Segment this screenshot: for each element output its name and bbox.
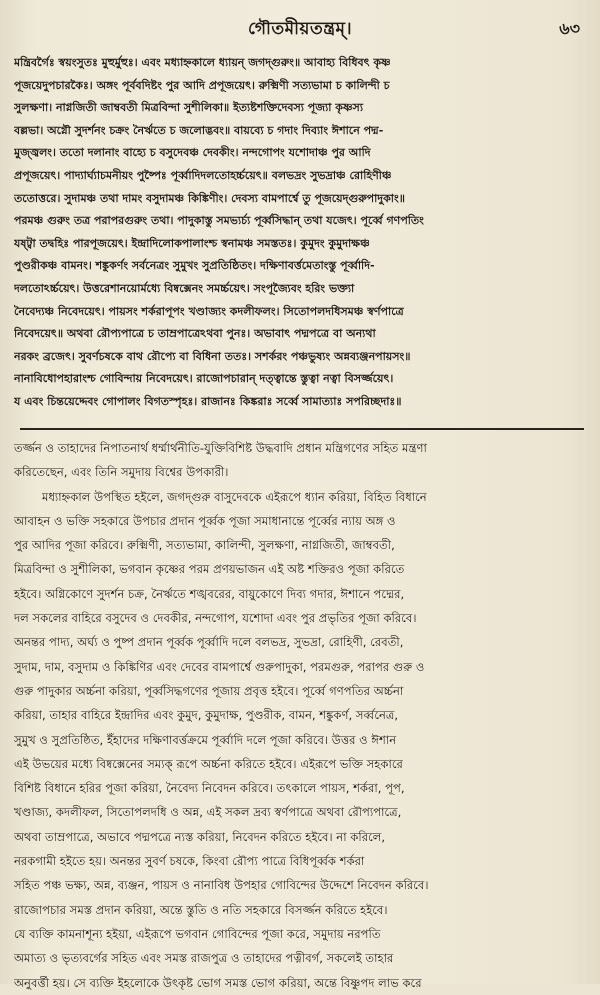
- translation-line: অনুবর্ত্তী হয়। সে ব্যক্তি ইহলোকে উৎকৃষ্ট ভোগ সমস্ত ভোগ করিয়া, অন্তে বিষ্ণুপদ লাভ করে: [14, 975, 422, 990]
- page-header: [14, 10, 586, 50]
- translation-line: মিত্রবিন্দা ও সুশীলিকা, ভগবান কৃষ্ণের পরম প্রণয়ভাজন এই অষ্ট শক্তিরও পূজা করিতে: [14, 562, 405, 577]
- sanskrit-line: যষ্ট্বা তদ্বহিঃ পারপূজয়েৎ। ইন্দ্রাদিলোকপালাংশ্চ স্বনামঞ্চ সমস্ততঃ। কুমুদং কুমুদাক্ষঞ্চ: [14, 236, 370, 250]
- translation-line: করিয়া, তাহার বাহিরে ইন্দ্রাদির এবং কুমুদ, কুমুদাক্ষ, পুণ্ডরীক, বামন, শঙ্কুকর্ণ, সর্ব্বনেত্র,: [14, 708, 399, 723]
- translation-line: বিশিষ্ট বিধানে হরির পূজা করিয়া, নৈবেদ্য নিবেদন করিবে। তৎকালে পায়স, শর্করা, পূপ,: [14, 781, 405, 796]
- sanskrit-line: মুজ্জ্বলং। ততো দলানাং বাহ্যে চ বসুদেবঞ্চ দেবকীং। নন্দগোপং যশোদাঞ্চ পুর আদি: [14, 146, 371, 160]
- translation-line: সুমুখ ও সুপ্রতিষ্ঠিত, ইঁহাদের দক্ষিণাবর্ত্তক্রমে পূর্ব্বাদি দলে পূজা করিবে। উত্তর ও ঈশান: [14, 732, 397, 747]
- translation-line: হইবে। অগ্নিকোণে সুদর্শন চক্র, নৈর্ঋতে শঙ্খবরের, বায়ুকোণে দিব্য গদার, ঈশানে পদ্মের,: [14, 586, 405, 601]
- sanskrit-line: পূজয়েদুপচারকৈঃ। অঙ্গং পূর্ববদিষ্টং পুর আদি প্রপূজয়েৎ। রুক্মিণী সত্যভামা চ কালিন্দী চ: [14, 78, 390, 92]
- translation-line: অথবা তাম্রপাত্রে, অভাবে পদ্মপত্রে ন্যস্ত করিয়া, নিবেদন করিতে হইবে। না করিলে,: [14, 829, 386, 844]
- bengali-translation-block: [14, 436, 586, 995]
- sanskrit-line: নানাবিধোপহারাংশ্চ গোবিন্দায় নিবেদয়েৎ। রাজোপচারান্ দত্ত্বান্তে স্তুত্বা নত্বা বিসর্জ্জয়েৎ।: [14, 372, 394, 386]
- sanskrit-line: য এবং চিন্তয়েদ্দেবং গোপালং বিগতস্পৃহঃ। রাজানঃ কিঙ্করাঃ সর্ব্বে সামাত্যাঃ সপরিচ্ছদাঃ॥: [14, 394, 402, 408]
- page-number: ৬৩: [559, 19, 580, 38]
- translation-line: আবাহন ও ভক্তি সহকারে উপচার প্রদান পূর্ব্বক পূজা সমাধানান্তে পূর্ব্বের ন্যায় অঙ্গ ও: [14, 513, 396, 528]
- sanskrit-line: নৈবেদ্যঞ্চ নিবেদয়েৎ। পায়সং শর্করাপূপং খণ্ডাজ্যং কদলীফলং। সিতোপলদধিসমঞ্চ স্বর্ণপাত্রে: [14, 304, 404, 318]
- translation-line: রাজোপচার সমস্ত প্রদান করিয়া, অন্তে স্তুতি ও নতি সহকারে বিসর্জ্জন করিতে হইবে।: [14, 902, 388, 917]
- translation-line: নরকগামী হইতে হয়। অনন্তর সুবর্ণ চষকে, কিংবা রৌপ্য পাত্রে বিধিপূর্ব্বক শর্করা: [14, 854, 365, 869]
- sanskrit-line: নিবেদয়েৎ॥ অথবা রৌপ্যপাত্রে চ তাম্রপাত্রেঽথবা পুনঃ। অভাবাৎ পদ্মপত্রে বা অন্যথা: [14, 327, 376, 341]
- sanskrit-line: মন্ত্রিবর্গৈঃ স্বয়ংসুতঃ মুহুর্মুহুঃ। এবং মধ্যাহ্নকালে ধ্যায়ন্ জগদ্গুরুং॥ আবাহ্য বিধিবৎ কৃষ্ণ: [14, 56, 391, 69]
- section-divider: [20, 428, 584, 430]
- sanskrit-line: ততোত্তরে। সুদামঞ্চ তথা দামং বসুদামঞ্চ কিঙ্কিণীং। দেবস্য বামপার্শ্বে তু পূজয়েদ্গুরুপাদুকাং॥: [14, 191, 405, 205]
- translation-line: দল সকলের বাহিরে বসুদেব ও দেবকীর, নন্দগোপ, যশোদা এবং পুর প্রভৃতির পূজা করিবে।: [14, 611, 417, 626]
- translation-line: খণ্ডাজ্য, কদলীফল, সিতোপলদধি ও অন্ন, এই সকল দ্রব্য স্বর্ণপাত্রে অথবা রৌপ্যপাত্রে,: [14, 805, 402, 820]
- sanskrit-line: পুণ্ডরীকঞ্চ বামনং। শঙ্কুকর্ণং সর্বনেত্রং সুমুখং সুপ্রতিষ্ঠিতং। দক্ষিণাবর্ত্তমেতাংস্তু পূর্ব্বাদি-: [14, 259, 375, 273]
- translation-line: পুর আদির পূজা করিবে। রুক্মিণী, সত্যভামা, কালিন্দী, সুলক্ষণা, নাগ্নজিতী, জাম্ববতী,: [14, 538, 395, 553]
- translation-line: তর্জ্জন ও তাহাদের নিপাতনার্থ ধর্ম্মার্থনীতি-যুক্তিবিশিষ্ট উদ্ধবাদি প্রধান মন্ত্রিগণের সহিত মন্ত্রণা: [14, 441, 427, 455]
- translation-line: অনন্তর পাদ্য, অর্ঘ্য ও পুষ্প প্রদান পূর্ব্বক পূর্ব্বাদি দলে বলভদ্র, সুভদ্রা, রোহিণী, রেবতী,: [14, 635, 404, 650]
- translation-line: গুরু পাদুকার অর্চ্চনা করিয়া, পূর্ব্বসিদ্ধগণের পূজায় প্রবৃত্ত হইবে। পূর্ব্বে গণপতির অর্চ্চনা: [14, 683, 404, 698]
- translation-line: এই উভয়ের মধ্যে বিষ্বক্সেনের সম্যক্ রূপে অর্চ্চনা করিতে হইবে। এইরূপে ভক্তি সহকারে: [14, 756, 403, 771]
- translation-line: সহিত পঞ্চ ভক্ষ্য, অন্ন, ব্যঞ্জন, পায়স ও নানাবিধ উপহার গোবিন্দের উদ্দেশে নিবেদন করিবে।: [14, 878, 429, 893]
- sanskrit-line: বল্লভা। অগ্নৌ সুদর্শনং চক্রং নৈর্ঋতে চ জলোদ্ভবং॥ বায়ব্যে চ গদাং দিব্যাং ঈশানে পদ্ম-: [14, 123, 384, 137]
- translation-line: করিতেছেন, এবং তিনি সমুদায় বিশ্বের উপকারী।: [14, 465, 229, 480]
- sanskrit-line: সুলক্ষণা। নাগ্নজিতী জাম্ববতী মিত্রবিন্দা সুশীলিকা॥ ইত্যষ্টশক্তিদেবস্য পূজ্যা কৃষ্ণস্য: [14, 101, 364, 115]
- running-title: গৌতমীয়তন্ত্রম্।: [247, 19, 353, 39]
- translation-line: অমাত্য ও ভৃত্যবর্গের সহিত এবং সমস্ত রাজপুত্র ও তাহাদের পত্নীবর্গ, সকলেই তাহার: [14, 951, 394, 966]
- translation-line: যে ব্যক্তি কামনাশূন্য হইয়া, এইরূপে ভগবান গোবিন্দের পূজা করে, সমুদায় নরপতি: [14, 926, 381, 941]
- sanskrit-line: প্রপূজয়েৎ। পাদ্যার্ঘ্যাচমনীয়ং পুষ্পৈঃ পূর্ব্বাদিদলতোহর্চ্চয়েৎ॥ বলভদ্রং সুভদ্রাঞ্চ রোহিণীঞ্চ: [14, 168, 392, 182]
- sanskrit-line: দলতোঽর্চ্চয়েৎ। উত্তরেশানয়োর্মধ্যে বিষ্বক্সেনং সমর্চ্চয়েৎ। সংপূজ্যৈবং হরিং ভক্ত্যা: [14, 281, 355, 295]
- sanskrit-line: পরমঞ্চ গুরুং তত্র পরাপরগুরুং তথা। পাদুকাস্তু সমভ্যর্চ্য পূর্ব্বসিদ্ধান্ তথা যজেৎ। পূর্ব্বে গণপতিং: [14, 214, 424, 228]
- sanskrit-verse-block: [14, 52, 586, 414]
- sanskrit-line: নরকং ব্রজেৎ। সুবর্ণচষকে বাথ রৌপ্যে বা বিধিনা ততঃ। সশর্করং পঞ্চভুষ্যং অন্নব্যঞ্জনপায়সং॥: [14, 349, 411, 363]
- translation-line: মধ্যাহ্নকাল উপস্থিত হইলে, জগদ্গুরু বাসুদেবকে এইরূপে ধ্যান করিয়া, বিহিত বিধানে: [42, 489, 427, 504]
- translation-line: সুদাম, দাম, বসুদাম ও কিঙ্কিণির এবং দেবের বামপার্শ্বে গুরুপাদুকা, পরমগুরু, পরাপর গুরু ও: [14, 659, 425, 674]
